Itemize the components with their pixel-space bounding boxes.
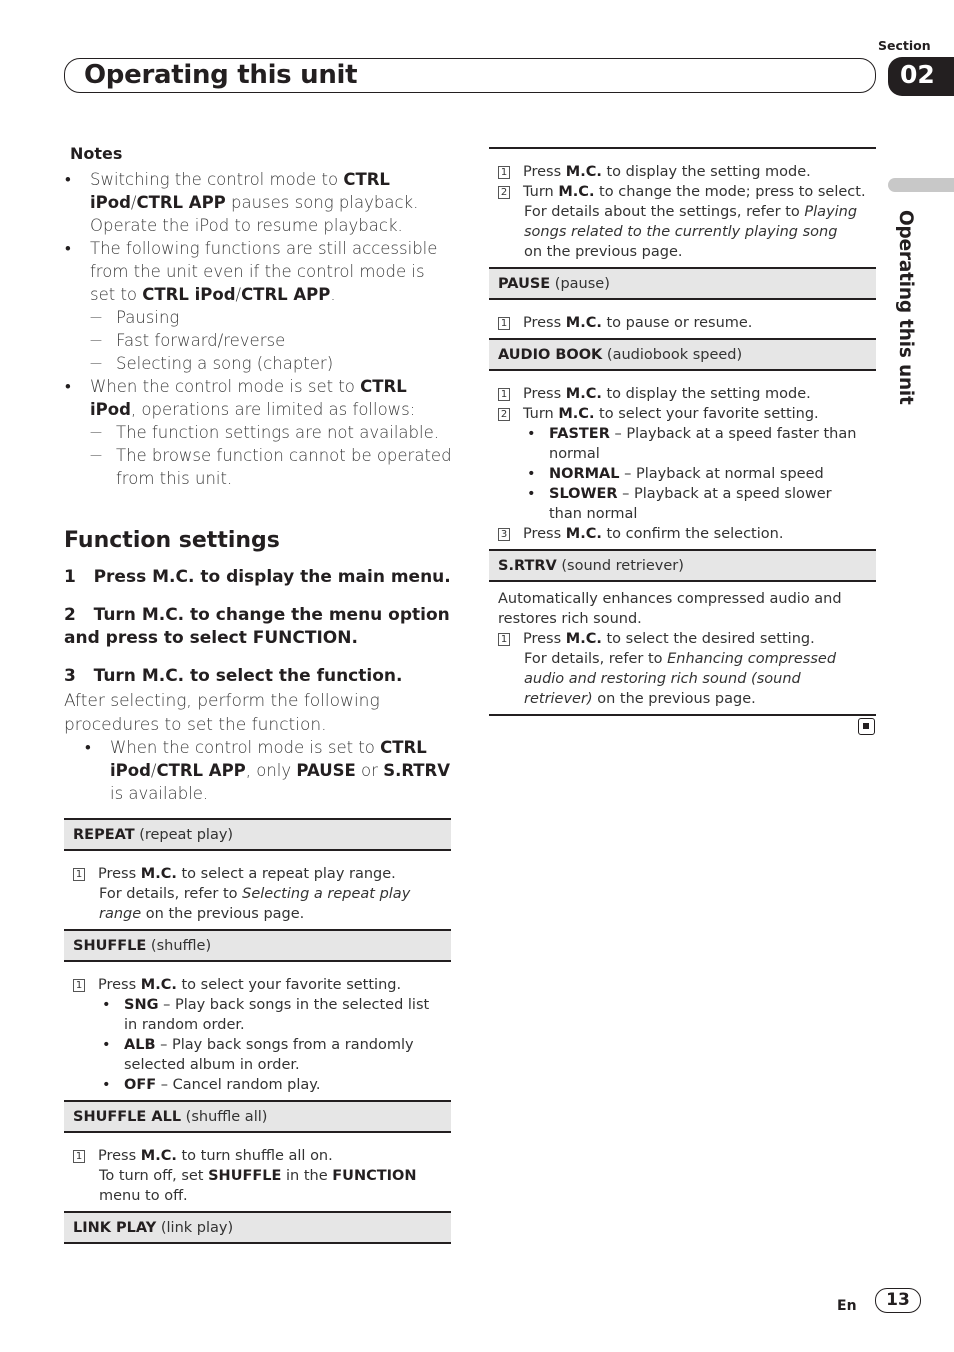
step-1: 1 Press M.C. to display the main menu. xyxy=(64,567,451,587)
control-mode-note: • When the control mode is set to CTRL iPod/CTRL APP, only PAUSE or S.RTRV is available. xyxy=(85,736,453,805)
audio-book-row: AUDIO BOOK (audiobook speed) xyxy=(489,338,876,371)
end-of-section-icon xyxy=(858,718,875,735)
notes-list xyxy=(65,168,455,490)
step-3: 3 Turn M.C. to select the function. xyxy=(64,666,403,686)
notes-heading: Notes xyxy=(70,144,123,163)
notes-subitem: — Fast forward/reverse xyxy=(90,329,455,352)
shuffle-body: 1 Press M.C. to select your favorite setting. • SNG – Play back songs in the selected list in random order. • ALB – Play back songs from a randomly selected album in order. • OFF – Cancel random play. xyxy=(64,962,451,1100)
right-table xyxy=(489,147,876,716)
pause-row: PAUSE (pause) xyxy=(489,267,876,300)
language-label: En xyxy=(837,1298,857,1314)
section-number: 02 xyxy=(888,57,954,96)
link-play-body: 1 Press M.C. to display the setting mode. 2 Turn M.C. to change the mode; press to select. For details about the settings, refer to Playing songs related to the currently playing song on the previous page. xyxy=(489,149,876,267)
shuffle-all-body: 1 Press M.C. to turn shuffle all on. To turn off, set SHUFFLE in the FUNCTION menu to off. xyxy=(64,1133,451,1211)
shuffle-all-row: SHUFFLE ALL (shuffle all) xyxy=(64,1100,451,1133)
step-2: 2 Turn M.C. to change the menu option and press to select FUNCTION. xyxy=(64,605,450,648)
notes-item: • When the control mode is set to CTRL iPod, operations are limited as follows: xyxy=(65,375,455,421)
notes-subitem: — The function settings are not available. xyxy=(90,421,455,444)
function-settings-heading: Function settings xyxy=(64,528,280,553)
page-title: Operating this unit xyxy=(84,60,358,90)
notes-subitem: — Selecting a song (chapter) xyxy=(90,352,455,375)
left-table xyxy=(64,818,451,1244)
shuffle-row: SHUFFLE (shuffle) xyxy=(64,929,451,962)
notes-subitem: — Pausing xyxy=(90,306,455,329)
notes-subitem: — The browse function cannot be operated from this unit. xyxy=(90,444,455,490)
pause-body: 1 Press M.C. to pause or resume. xyxy=(489,300,876,338)
notes-item: • The following functions are still accessible from the unit even if the control mode is set to CTRL iPod/CTRL APP. xyxy=(65,237,455,306)
page-number: 13 xyxy=(875,1288,921,1313)
srtrv-body: Automatically enhances compressed audio and restores rich sound. 1 Press M.C. to select the desired setting. For details, refer to Enhancing compressed audio and restoring rich sound (sound retriever) on the previous page. xyxy=(498,591,842,707)
section-label: Section xyxy=(878,38,931,53)
step-3-description: After selecting, perform the following procedures to set the function. xyxy=(64,691,380,735)
side-tab-marker xyxy=(888,178,954,192)
repeat-row: REPEAT (repeat play) xyxy=(64,818,451,851)
audio-book-body: 1 Press M.C. to display the setting mode. 2 Turn M.C. to select your favorite setting. • FASTER – Playback at a speed faster than normal • NORMAL – Playback at normal speed • SLOWER – Playback at a speed slower than normal 3 Press M.C. to confirm the selection. xyxy=(489,371,876,549)
repeat-body: 1 Press M.C. to select a repeat play range. For details, refer to Selecting a repeat play range on the previous page. xyxy=(64,851,451,929)
link-play-row: LINK PLAY (link play) xyxy=(64,1211,451,1244)
side-tab-label: Operating this unit xyxy=(895,210,916,405)
srtrv-row: S.RTRV (sound retriever) xyxy=(489,549,876,582)
notes-item: • Switching the control mode to CTRL iPod/CTRL APP pauses song playback. Operate the iPod to resume playback. xyxy=(65,168,455,237)
